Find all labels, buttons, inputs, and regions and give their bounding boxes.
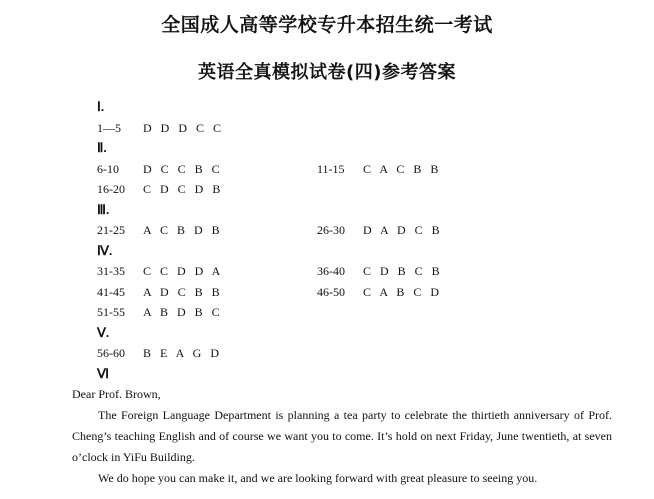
answer-letters: A D C B B [143,285,223,299]
answer-letters: C D B C B [363,264,443,278]
answer-row [317,223,443,238]
letter-paragraph: The Foreign Language Department is planning a tea party to celebrate the thirtieth anniversary of Prof. Cheng’s teaching English and of course we want you to come. It’s hold on next Friday, June twentieth, at seven o’clock in YiFu Building. [72,408,612,464]
section-1-heading: Ⅰ. [97,99,105,114]
answer-row [97,182,223,197]
answer-range: 51-55 [97,305,125,319]
answer-letters: C A C B B [363,162,442,176]
answer-letters: A B D B C [143,305,223,319]
section-4-heading: Ⅳ. [97,243,113,258]
answer-letters: C A B C D [363,285,443,299]
answer-row [317,264,443,279]
section-3-heading: Ⅲ. [97,202,110,217]
answer-letters: C D C D B [143,182,224,196]
answer-row [97,285,223,300]
answer-range: 21-25 [97,223,125,237]
answer-letters: D A D C B [363,223,443,237]
answer-range: 31-35 [97,264,125,278]
letter-paragraph: We do hope you can make it, and we are looking forward with great pleasure to seeing you. [98,471,538,485]
answer-letters: D D D C C [143,121,225,135]
letter-salutation: Dear Prof. Brown, [72,387,161,401]
answer-range: 41-45 [97,285,125,299]
answer-range: 26-30 [317,223,345,237]
answer-row [97,346,222,361]
answer-range: 46-50 [317,285,345,299]
answer-letters: A C B D B [143,223,223,237]
section-2-heading: Ⅱ. [97,140,107,155]
answer-letters: C C D D A [143,264,224,278]
answer-row [97,305,223,320]
answer-range: 11-15 [317,162,345,176]
answer-range: 1—5 [97,121,121,135]
section-5-heading: Ⅴ. [97,325,110,340]
answer-range: 6-10 [97,162,119,176]
answer-row [97,223,223,238]
page-subtitle: 英语全真模拟试卷(四)参考答案 [198,62,456,83]
answer-range: 36-40 [317,264,345,278]
answer-row [97,162,223,177]
answer-row [317,285,442,300]
answer-letters: D C C B C [143,162,223,176]
answer-letters: B E A G D [143,346,223,360]
answer-row [317,162,441,177]
answer-range: 16-20 [97,182,125,196]
section-6-heading: Ⅵ [97,366,109,381]
answer-range: 56-60 [97,346,125,360]
letter-body [72,384,612,489]
answer-row [97,264,223,279]
page-title: 全国成人高等学校专升本招生统一考试 [161,14,493,36]
answer-row [97,121,224,136]
